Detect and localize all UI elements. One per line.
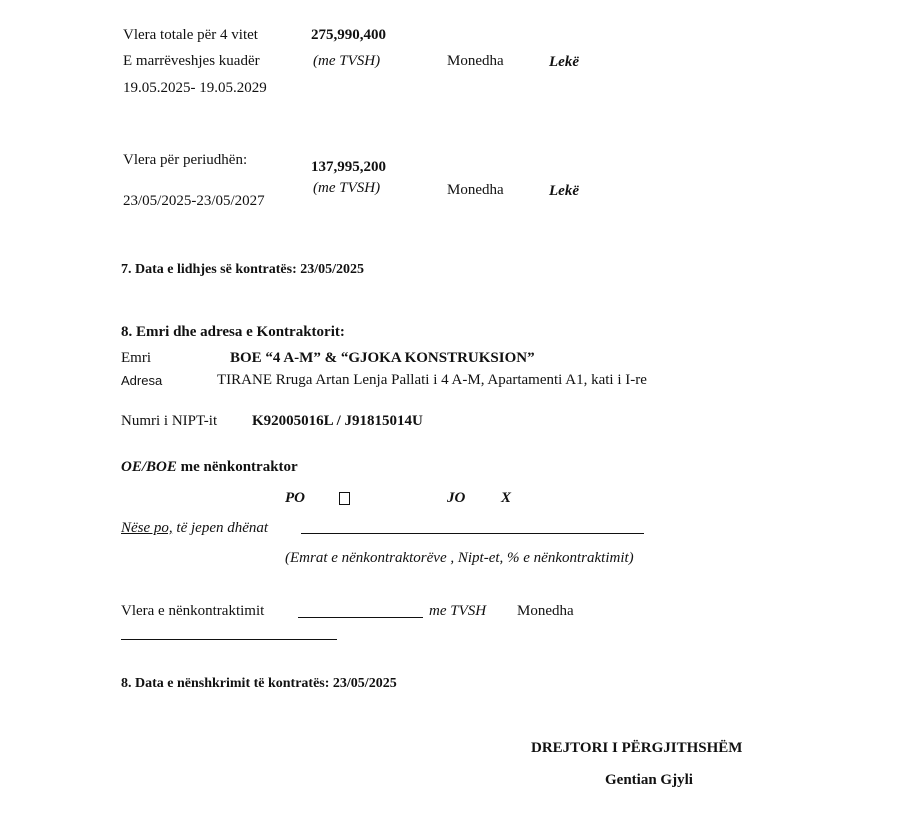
contractor-name-label: Emri (121, 350, 151, 366)
currency-label: Monedha (517, 603, 574, 619)
contractor-heading: 8. Emri dhe adresa e Kontraktorit: (121, 324, 345, 340)
period-value-label: Vlera për periudhën: (123, 152, 248, 168)
currency-label: Monedha (447, 182, 504, 198)
contract-date-heading: 7. Data e lidhjes së kontratës: 23/05/2025 (121, 262, 365, 277)
total-value-amount: 275,990,400 (311, 27, 386, 43)
vat-note: (me TVSH) (313, 53, 381, 69)
vat-note: (me TVSH) (313, 180, 381, 196)
if-yes-underlined: Nëse po, (121, 520, 173, 536)
currency-value: Lekë (549, 183, 579, 199)
vat-note: me TVSH (429, 603, 487, 619)
subcontractor-heading-prefix: OE/BOE (121, 459, 177, 475)
no-label: JO (447, 490, 466, 506)
if-yes-line (121, 519, 268, 537)
subcontractor-heading (121, 458, 298, 476)
yes-label: PO (285, 490, 305, 506)
signing-date-heading: 8. Data e nënshkrimit të kontratës: 23/05/2025 (121, 676, 397, 691)
if-yes-rest: të jepen dhënat (172, 520, 269, 536)
no-checkbox-mark[interactable]: X (501, 490, 512, 506)
nipt-label: Numri i NIPT-it (121, 413, 218, 429)
yes-checkbox[interactable] (339, 492, 350, 505)
contractor-address-label: Adresa (121, 373, 163, 388)
framework-period: 19.05.2025- 19.05.2029 (123, 80, 267, 96)
contractor-address-value: TIRANE Rruga Artan Lenja Pallati i 4 A-M, Apartamenti A1, kati i I-re (217, 372, 647, 388)
currency-value: Lekë (549, 54, 579, 70)
subcontractor-details-hint: (Emrat e nënkontraktorëve , Nipt-et, % e nënkontraktimit) (285, 550, 634, 566)
signatory-title: DREJTORI I PËRGJITHSHËM (531, 740, 743, 756)
nipt-value: K92005016L / J91815014U (252, 413, 423, 429)
subcontract-currency-field[interactable] (121, 639, 337, 640)
contractor-name-value: BOE “4 A-M” & “GJOKA KONSTRUKSION” (230, 350, 535, 366)
subcontract-value-label: Vlera e nënkontraktimit (121, 603, 265, 619)
framework-agreement-label: E marrëveshjes kuadër (123, 53, 260, 69)
subcontractor-heading-rest: me nënkontraktor (176, 459, 298, 475)
subcontractor-details-field[interactable] (301, 533, 644, 534)
period-value-amount: 137,995,200 (311, 159, 386, 175)
signatory-name: Gentian Gjyli (605, 772, 693, 788)
currency-label: Monedha (447, 53, 504, 69)
subcontract-value-field[interactable] (298, 617, 423, 618)
total-value-label: Vlera totale për 4 vitet (123, 27, 258, 43)
contract-period: 23/05/2025-23/05/2027 (123, 193, 265, 209)
